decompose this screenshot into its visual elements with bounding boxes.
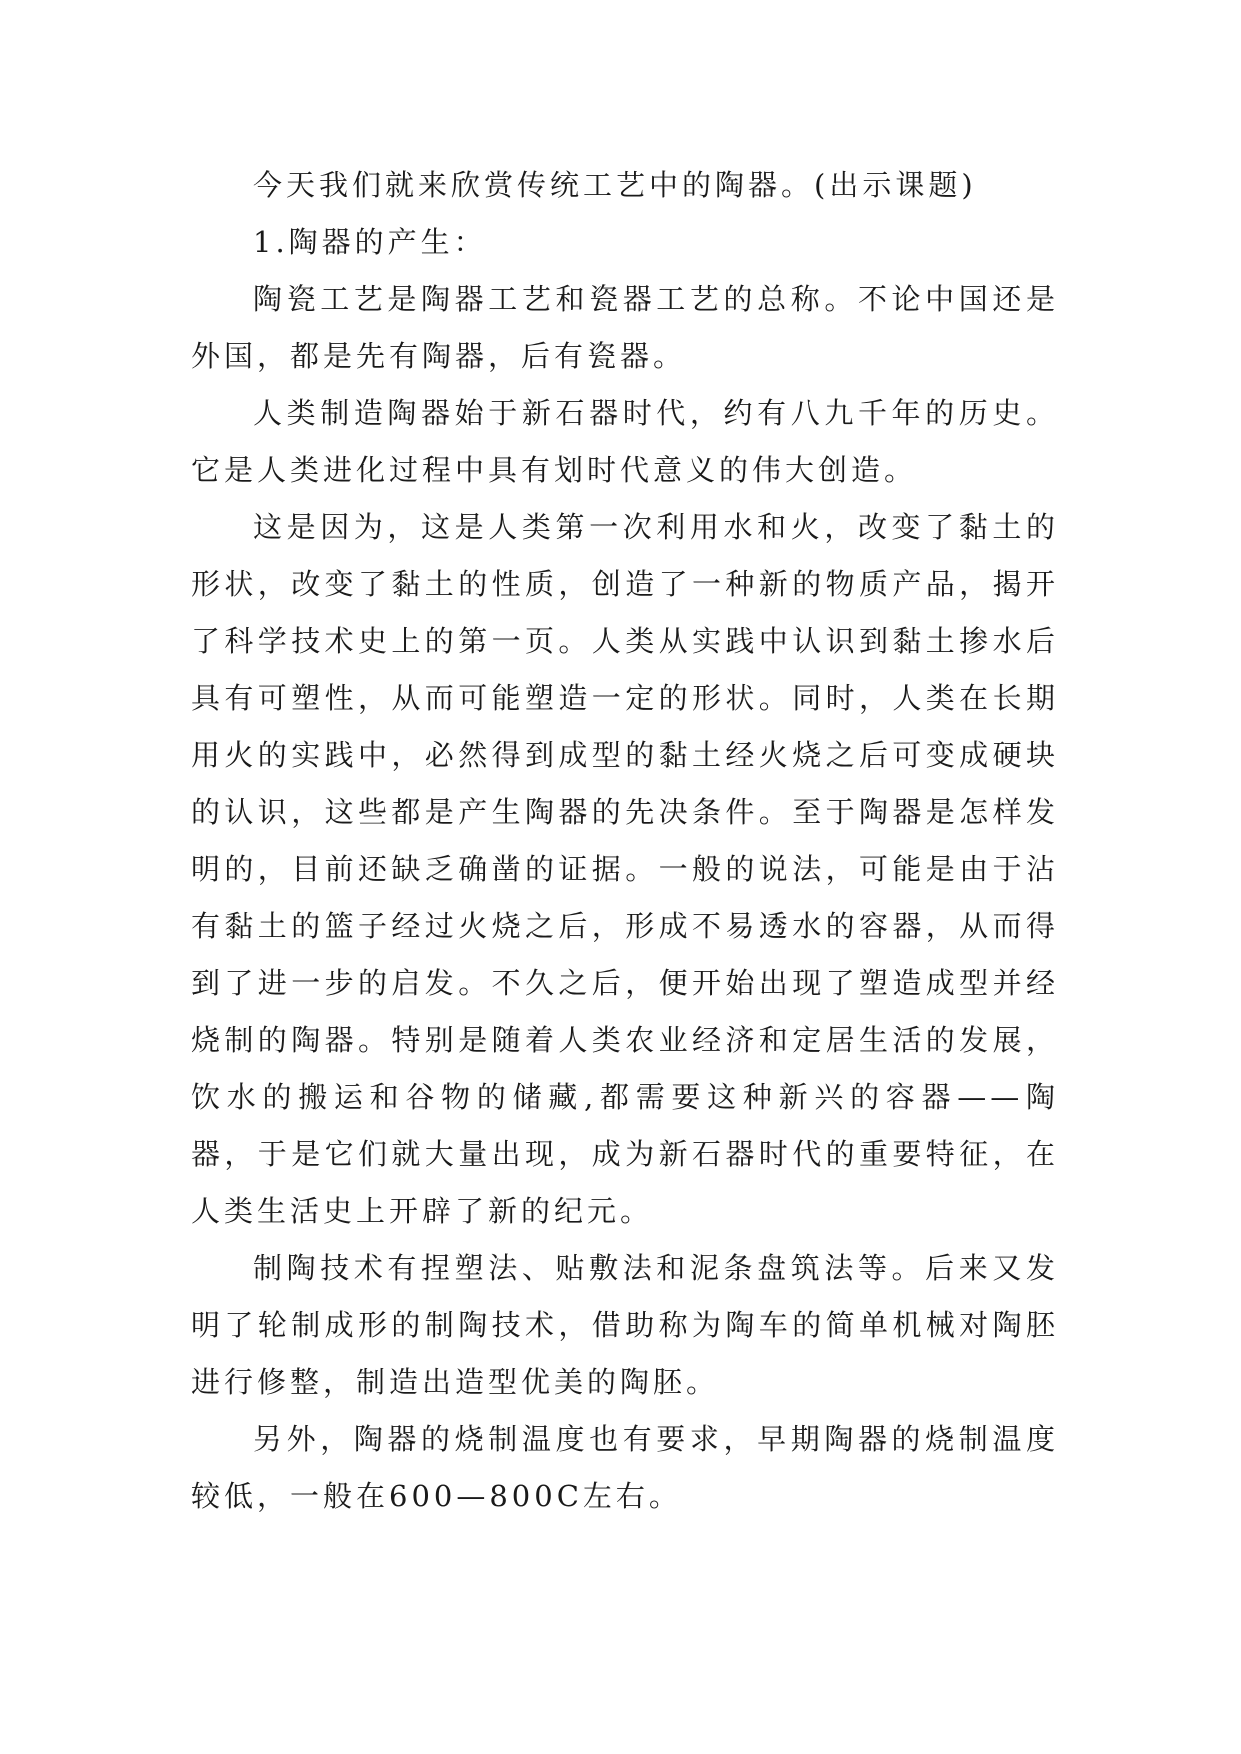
section-heading: 1.陶器的产生： xyxy=(253,225,487,259)
paragraph: 这是因为，这是人类第一次利用水和火，改变了黏土的形状，改变了黏土的性质，创造了一种新的物质产品，揭开了科学技术史上的第一页。人类从实践中认识到黏土掺水后具有可塑性，从而可能塑造一定的形状。同时，人类在长期用火的实践中，必然得到成型的黏土经火烧之后可变成硬块的认识，这些都是产生陶器的先决条件。至于陶器是怎样发明的，目前还缺乏确凿的证据。一般的说法，可能是由于沾有黏土的篮子经过火烧之后，形成不易透水的容器，从而得到了进一步的启发。不久之后，便开始出现了塑造成型并经烧制的陶器。特别是随着人类农业经济和定居生活的发展，饮水的搬运和谷物的储藏,都需要这种新兴的容器——陶器，于是它们就大量出现，成为新石器时代的重要特征，在人类生活史上开辟了新的纪元。 xyxy=(191,510,1059,1228)
paragraph: 人类制造陶器始于新石器时代，约有八九千年的历史。它是人类进化过程中具有划时代意义的伟大创造。 xyxy=(191,396,1059,487)
paragraph: 陶瓷工艺是陶器工艺和瓷器工艺的总称。不论中国还是外国，都是先有陶器，后有瓷器。 xyxy=(191,282,1059,373)
paragraph: 制陶技术有捏塑法、贴敷法和泥条盘筑法等。后来又发明了轮制成形的制陶技术，借助称为陶车的简单机械对陶胚进行修整，制造出造型优美的陶胚。 xyxy=(191,1251,1059,1399)
paragraph-intro: 今天我们就来欣赏传统工艺中的陶器。(出示课题) xyxy=(253,168,977,202)
paragraph: 另外，陶器的烧制温度也有要求，早期陶器的烧制温度较低，一般在600—800C左右。 xyxy=(191,1422,1059,1513)
document-body xyxy=(191,157,1059,1525)
